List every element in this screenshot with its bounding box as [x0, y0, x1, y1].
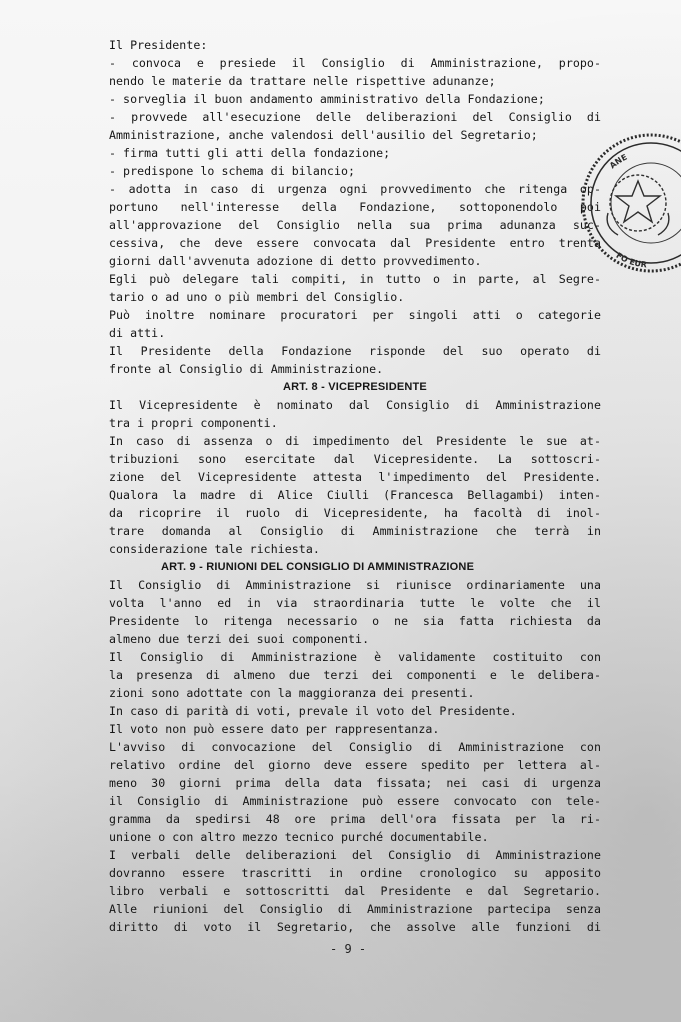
text-line: relativo ordine del giorno deve essere spedito per lettera al- — [109, 758, 601, 772]
text-line: all'approvazione del Consiglio nella sua prima adunanza suc- — [109, 218, 601, 232]
text-line: la presenza di almeno due terzi dei componenti e le delibera- — [109, 668, 601, 682]
text-line: - convoca e presiede il Consiglio di Amministrazione, propo- — [109, 56, 601, 70]
text-line: Il Presidente: — [109, 38, 208, 52]
text-line: Il Consiglio di Amministrazione è validamente costituito con — [109, 650, 601, 664]
text-line: Il voto non può essere dato per rappresentanza. — [109, 722, 440, 736]
text-line: portuno nell'interesse della Fondazione, sottoponendolo poi — [109, 200, 601, 214]
text-line: da ricoprire il ruolo di Vicepresidente, ha facoltà di inol- — [109, 506, 601, 520]
text-line: - predispone lo schema di bilancio; — [109, 164, 356, 178]
stamp-seal-icon — [578, 123, 681, 283]
text-line: tra i propri componenti. — [109, 416, 278, 430]
text-line: Il Presidente della Fondazione risponde del suo operato di — [109, 344, 601, 358]
text-line: dovranno essere trascritti in ordine cronologico su apposito — [109, 866, 601, 880]
seal-graphic — [578, 123, 681, 283]
seal-top-text: ANE — [607, 152, 629, 171]
text-line: - provvede all'esecuzione delle deliberazioni del Consiglio di — [109, 110, 601, 124]
text-line: Qualora la madre di Alice Ciulli (Francesca Bellagambi) inten- — [109, 488, 601, 502]
text-line: libro verbali e sottoscritti dal Presidente e dal Segretario. — [109, 884, 601, 898]
document-body — [109, 36, 601, 936]
svg-text:ANE — [608, 153, 629, 171]
text-line: - adotta in caso di urgenza ogni provvedimento che ritenga op- — [109, 182, 601, 196]
text-line: unione o con altro mezzo tecnico purché documentabile. — [109, 830, 489, 844]
text-line: meno 30 giorni prima della data fissata; nei casi di urgenza — [109, 776, 601, 790]
page-number: - 9 - — [330, 942, 367, 956]
text-line: Può inoltre nominare procuratori per singoli atti o categorie — [109, 308, 601, 322]
text-line: nendo le materie da trattare nelle rispettive adunanze; — [109, 74, 496, 88]
text-line: giorni dall'avvenuta adozione di detto provvedimento. — [109, 254, 482, 268]
text-line: tribuzioni sono esercitate dal Vicepresidente. La sottoscri- — [109, 452, 601, 466]
text-line: In caso di parità di voti, prevale il voto del Presidente. — [109, 704, 517, 718]
article-8-heading: ART. 8 - VICEPRESIDENTE — [283, 381, 427, 393]
text-line: Il Consiglio di Amministrazione si riunisce ordinariamente una — [109, 578, 601, 592]
text-line: Il Vicepresidente è nominato dal Consiglio di Amministrazione — [109, 398, 601, 412]
text-line: In caso di assenza o di impedimento del Presidente le sue at- — [109, 434, 601, 448]
text-line: trare domanda al Consiglio di Amministrazione che terrà in — [109, 524, 601, 538]
text-line: Alle riunioni del Consiglio di Amministrazione partecipa senza — [109, 902, 601, 916]
text-line: il Consiglio di Amministrazione può essere convocato con tele- — [109, 794, 601, 808]
text-line: L'avviso di convocazione del Consiglio di Amministrazione con — [109, 740, 601, 754]
text-line: di atti. — [109, 326, 166, 340]
text-line: almeno due terzi dei suoi componenti. — [109, 632, 370, 646]
text-line: tario o ad uno o più membri del Consiglio. — [109, 290, 405, 304]
text-line: I verbali delle deliberazioni del Consiglio di Amministrazione — [109, 848, 601, 862]
text-line: cessiva, che deve essere convocata dal Presidente entro trenta — [109, 236, 601, 250]
article-9-heading: ART. 9 - RIUNIONI DEL CONSIGLIO DI AMMINISTRAZIONE — [161, 561, 475, 573]
text-line: diritto di voto il Segretario, che assolve alle funzioni di — [109, 920, 601, 934]
text-line: gramma da spedirsi 48 ore prima dell'ora fissata per la ri- — [109, 812, 601, 826]
text-line: volta l'anno ed in via straordinaria tutte le volte che il — [109, 596, 601, 610]
text-line: zione del Vicepresidente attesta l'impedimento del Presidente. — [109, 470, 601, 484]
text-line: Amministrazione, anche valendosi dell'ausilio del Segretario; — [109, 128, 538, 142]
text-line: considerazione tale richiesta. — [109, 542, 320, 556]
text-line: zioni sono adottate con la maggioranza dei presenti. — [109, 686, 475, 700]
text-line: - sorveglia il buon andamento amministrativo della Fondazione; — [109, 92, 545, 106]
text-line: fronte al Consiglio di Amministrazione. — [109, 362, 384, 376]
text-line: Presidente lo ritenga necessario o ne sia fatta richiesta da — [109, 614, 601, 628]
text-line: Egli può delegare tali compiti, in tutto o in parte, al Segre- — [109, 272, 601, 286]
seal-bottom-text: FO EUR — [614, 250, 648, 270]
svg-text:FO EUR — [614, 251, 647, 270]
text-line: - firma tutti gli atti della fondazione; — [109, 146, 391, 160]
